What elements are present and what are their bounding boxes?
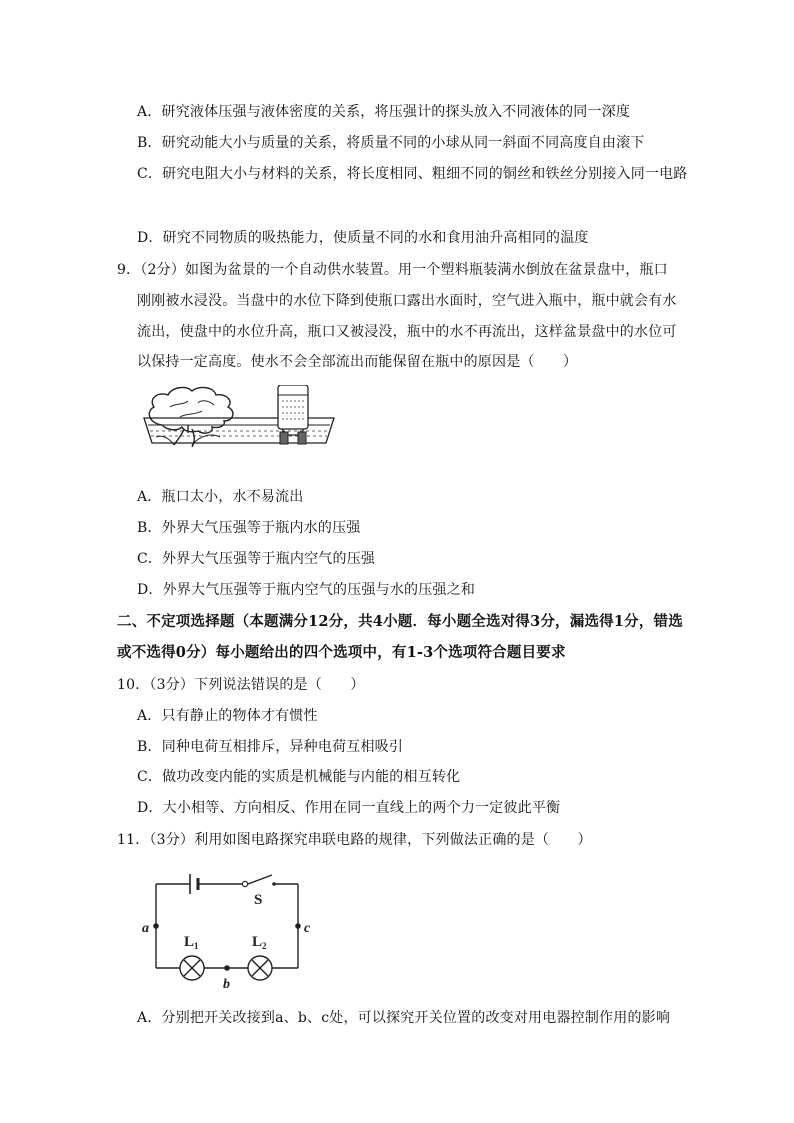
q9-option-b: B．外界大气压强等于瓶内水的压强 — [137, 520, 361, 536]
switch-label: S — [254, 892, 263, 908]
q11-option-a: A．分别把开关改接到a、b、c处，可以探究开关位置的改变对用电器控制作用的影响 — [137, 1010, 671, 1026]
point-a-label: a — [142, 921, 149, 936]
q8-option-b: B．研究动能大小与质量的关系，将质量不同的小球从同一斜面不同高度自由滚下 — [137, 135, 645, 151]
q9-stem-line-2: 刚刚被水浸没。当盘中的水位下降到使瓶口露出水面时，空气进入瓶中，瓶中就会有水 — [137, 293, 677, 309]
q9-stem-line-4: 以保持一定高度。使水不会全部流出而能保留在瓶中的原因是（ ） — [137, 354, 578, 370]
q10-option-a: A．只有静止的物体才有惯性 — [137, 708, 318, 724]
lamp-l2-label: L — [252, 934, 263, 950]
bonsai-water-feeder-figure — [140, 385, 340, 447]
lamp-l1-label: L — [184, 934, 195, 950]
q8-option-a: A．研究液体压强与液体密度的关系，将压强计的探头放入不同液体的同一深度 — [137, 104, 631, 120]
lamp-l2-subscript: 2 — [262, 941, 267, 951]
series-circuit-figure — [138, 862, 328, 992]
section-2-header-line-2: 或不选得0分）每小题给出的四个选项中，有1-3个选项符合题目要求 — [117, 644, 566, 661]
q8-option-d: D．研究不同物质的吸热能力，使质量不同的水和食用油升高相同的温度 — [137, 230, 589, 246]
q10-option-b: B．同种电荷互相排斥，异种电荷互相吸引 — [137, 739, 404, 755]
q10-stem: 10．（3分）下列说法错误的是（ ） — [117, 677, 365, 693]
q9-stem-line-1: 9．（2分）如图为盆景的一个自动供水装置。用一个塑料瓶装满水倒放在盆景盘中，瓶口 — [117, 262, 668, 278]
point-c-label: c — [304, 921, 311, 936]
q9-option-a: A．瓶口太小，水不易流出 — [137, 489, 304, 505]
q10-option-d: D．大小相等、方向相反、作用在同一直线上的两个力一定彼此平衡 — [137, 800, 561, 816]
q9-option-d: D．外界大气压强等于瓶内空气的压强与水的压强之和 — [137, 582, 476, 598]
q9-stem-line-3: 流出，使盘中的水位升高，瓶口又被浸没，瓶中的水不再流出，这样盆景盘中的水位可 — [137, 324, 677, 340]
q8-option-c: C．研究电阻大小与材料的关系，将长度相同、粗细不同的铜丝和铁丝分别接入同一电路 — [137, 166, 688, 182]
q9-option-c: C．外界大气压强等于瓶内空气的压强 — [137, 551, 376, 567]
point-b-label: b — [223, 977, 230, 992]
lamp-l1-subscript: 1 — [194, 941, 199, 951]
q11-stem: 11．（3分）利用如图电路探究串联电路的规律，下列做法正确的是（ ） — [117, 832, 592, 848]
q10-option-c: C．做功改变内能的实质是机械能与内能的相互转化 — [137, 769, 461, 785]
section-2-header-line-1: 二、不定项选择题（本题满分12分，共4小题．每小题全选对得3分，漏选得1分，错选 — [117, 613, 683, 630]
